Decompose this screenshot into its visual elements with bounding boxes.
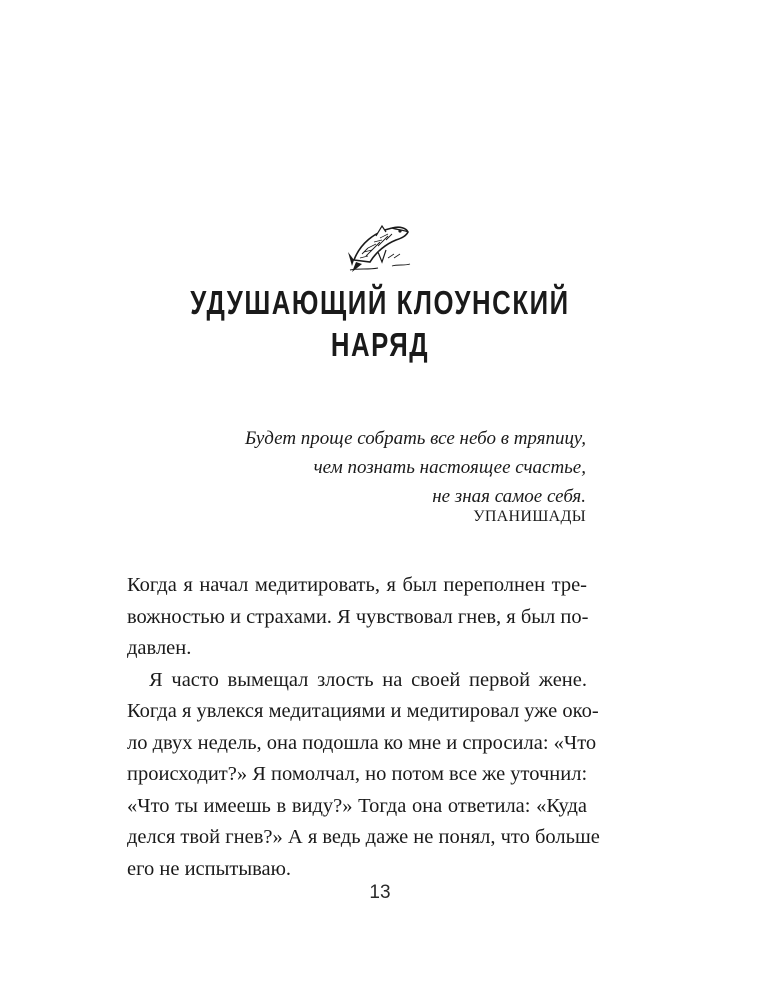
body-text [127,570,600,885]
text-line: вожностью и страхами. Я чувствовал гнев, я был по- [127,605,589,628]
text-line: Я часто вымещал злость на своей первой жене. [149,668,587,691]
text-line: «Что ты имеешь в виду?» Тогда она ответила: «Куда [127,794,587,817]
text-line: давлен. [127,637,192,659]
text-line: делся твой гнев?» А я ведь даже не понял, что больше [127,826,600,848]
epigraph-source: УПАНИШАДЫ [473,508,586,525]
text-line: Когда я увлекся медитациями и медитировал уже око- [127,700,599,722]
chapter-title-line1: УДУШАЮЩИЙ КЛОУНСКИЙ [190,284,570,321]
epigraph-line: не зная самое себя. [432,486,586,507]
text-line: происходит?» Я помолчал, но потом все же уточнил: [127,763,588,785]
chapter-title-line2: НАРЯД [330,326,430,363]
page-number: 13 [369,882,391,903]
epigraph-line: Будет проще собрать все небо в тряпицу, [244,428,586,449]
text-line: ло двух недель, она подошла ко мне и спросила: «Что [127,731,597,754]
epigraph-line: чем познать настоящее счастье, [313,457,586,478]
epigraph [166,424,586,511]
text-line: Когда я начал медитировать, я был переполнен тре- [127,574,587,596]
fish-icon [348,218,412,274]
text-line: его не испытываю. [127,857,292,880]
